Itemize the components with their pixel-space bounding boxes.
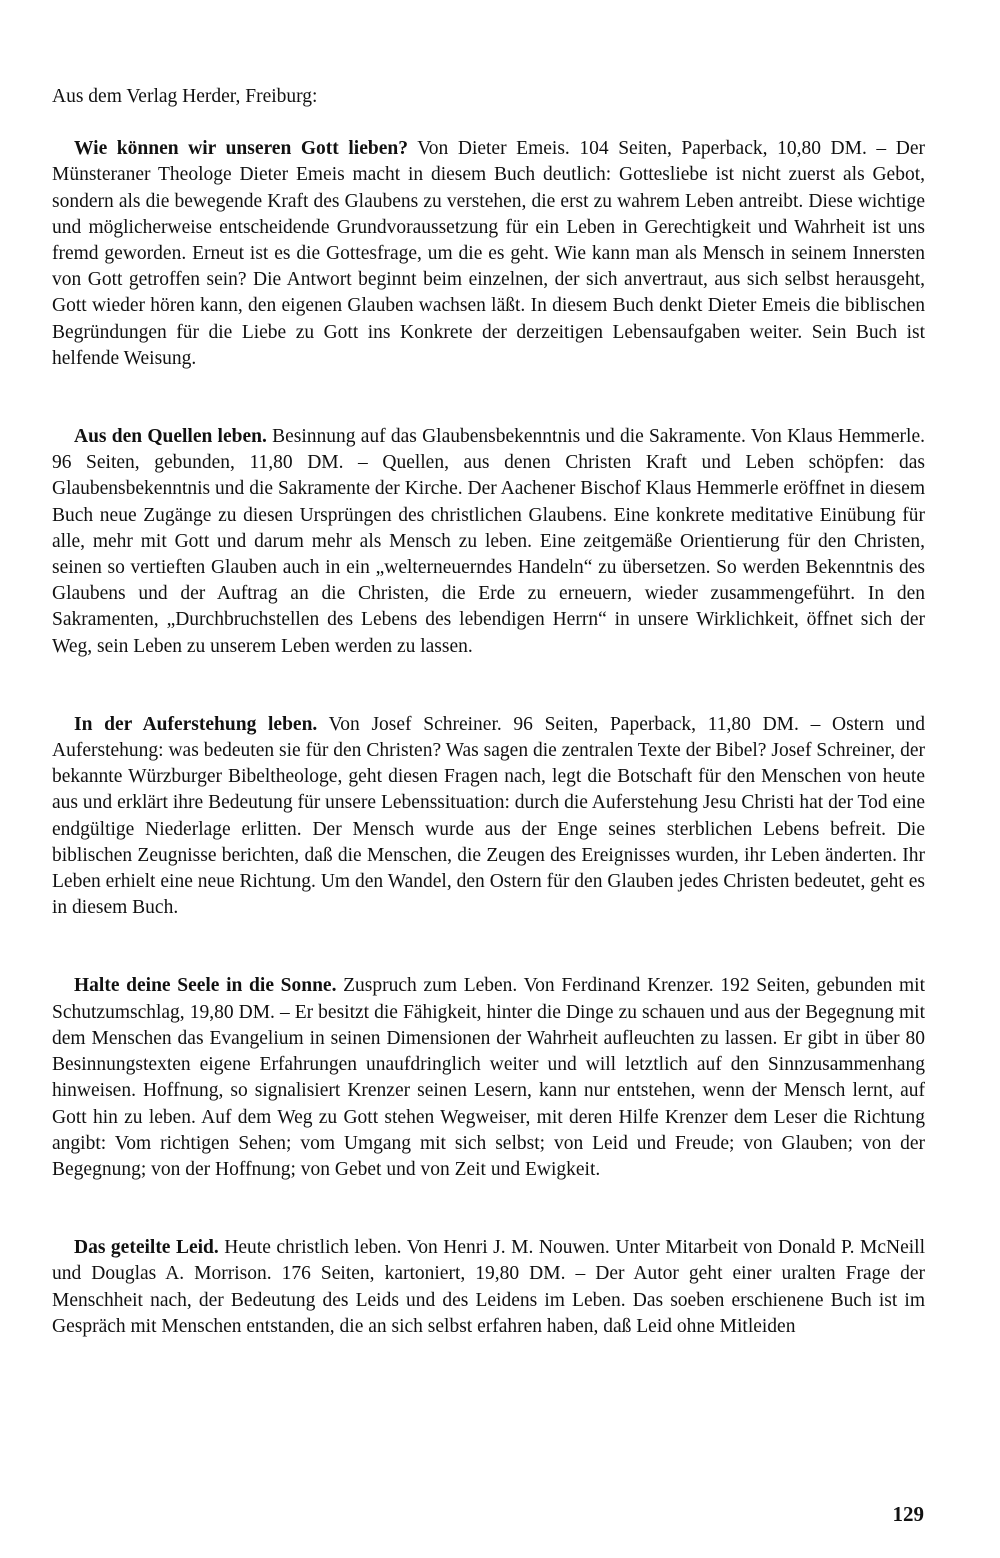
book-entry-5	[52, 1235, 925, 1340]
book-title: Das geteilte Leid.	[74, 1237, 219, 1259]
book-description: Zuspruch zum Leben. Von Ferdinand Krenzer. 192 Seiten, gebunden mit Schutzumschlag, 19,80 DM. – Er besitzt die Fähigkeit, hinter die Dinge zu schauen und aus der Begegnung mit dem Menschen das Evangelium in seinen Dimensionen der Wahrheit aufleuchten zu lassen. Er gibt in über 80 Besinnungstexten eigene Erfahrungen unaufdringlich weiter und will letztlich auf den Sinnzusammenhang hinweisen. Hoffnung, so signalisiert Krenzer seinen Lesern, kann nur entstehen, wenn der Mensch lernt, auf Gott hin zu leben. Auf dem Weg zu Gott stehen Wegweiser, mit deren Hilfe Krenzer dem Leser die Richtung angibt: Vom richtigen Sehen; vom Umgang mit sich selbst; von Leid und Freude; von Glauben; von der Begegnung; von der Hoffnung; von Gebet und von Zeit und Ewigkeit.	[52, 975, 926, 1180]
book-entry-1	[52, 136, 925, 372]
book-entry-2	[52, 424, 925, 660]
book-title: In der Auferstehung leben.	[74, 713, 318, 735]
book-title: Halte deine Seele in die Sonne.	[74, 975, 337, 997]
book-title: Wie können wir unseren Gott lieben?	[74, 138, 408, 160]
book-title: Aus den Quellen leben.	[74, 426, 267, 448]
book-description: Von Dieter Emeis. 104 Seiten, Paperback, 10,80 DM. – Der Münsteraner Theologe Dieter Emeis macht in diesem Buch deutlich: Gottesliebe ist nicht zuerst als Gebot, sondern als die bewegende Kraft des Glaubens zu verstehen, die erst zu wahrem Leben antreibt. Diese wichtige und möglicherweise entscheidende Grundvoraussetzung für ein Leben in Gerechtigkeit und Wahrheit ist uns fremd geworden. Erneut ist es die Gottesfrage, um die es geht. Wie kann man als Mensch in seinem Innersten von Gott getroffen sein? Die Antwort beginnt beim einzelnen, der sich anvertraut, aus sich selbst herausgeht, Gott wieder hören kann, den eigenen Glauben wachsen läßt. In diesem Buch denkt Dieter Emeis die biblischen Begründungen für die Liebe zu Gott ins Konkrete der derzeitigen Lebensaufgaben weiter. Sein Buch ist helfende Weisung.	[52, 138, 925, 369]
book-description: Heute christlich leben. Von Henri J. M. Nouwen. Unter Mitarbeit von Donald P. McNeill und Douglas A. Morrison. 176 Seiten, kartoniert, 19,80 DM. – Der Autor geht einer uralten Frage der Menschheit nach, der Bedeutung des Leids und des Leidens im Leben. Das soeben erschienene Buch ist im Gespräch mit Menschen entstanden, die an sich selbst erfahren haben, daß Leid ohne Mitleiden	[52, 1237, 926, 1337]
publisher-line: Aus dem Verlag Herder, Freiburg:	[52, 86, 318, 107]
page-number: 129	[892, 1502, 924, 1526]
book-description: Von Josef Schreiner. 96 Seiten, Paperback, 11,80 DM. – Ostern und Auferstehung: was bedeuten sie für den Christen? Was sagen die zentralen Texte der Bibel? Josef Schreiner, der bekannte Würzburger Bibeltheologe, geht diesen Fragen nach, legt die Botschaft für den Menschen von heute aus und erklärt ihre Bedeutung für unsere Lebenssituation: durch die Auferstehung Jesu Christi hat der Tod eine endgültige Niederlage erlitten. Der Mensch wurde aus der Enge seines sterblichen Lebens befreit. Die biblischen Zeugnisse berichten, daß die Menschen, die Zeugen des Ereignisses wurden, ihr Leben änderten. Ihr Leben erhielt eine neue Richtung. Um den Wandel, den Ostern für den Glauben jedes Christen bedeutet, geht es in diesem Buch.	[52, 713, 925, 919]
page-body	[52, 84, 925, 1340]
book-entry-3	[52, 712, 925, 922]
book-entry-4	[52, 973, 925, 1183]
book-description: Besinnung auf das Glaubensbekenntnis und die Sakramente. Von Klaus Hemmerle. 96 Seiten, gebunden, 11,80 DM. – Quellen, aus denen Christen Kraft und Leben schöpfen: das Glaubensbekenntnis und die Sakramente der Kirche. Der Aachener Bischof Klaus Hemmerle eröffnet in diesem Buch neue Zugänge zu diesen Ursprüngen des christlichen Glaubens. Eine konkrete meditative Einübung für alle, mehr mit Gott und darum mehr als Mensch zu leben. Eine zeitgemäße Orientierung für den Christen, seinen so vertieften Glauben auch in ein „welterneuerndes Handeln“ zu übersetzen. So werden Bekenntnis des Glaubens und der Auftrag an die Christen, die Erde zu erneuern, wieder zusammengeführt. In den Sakramenten, „Durchbruchstellen des Lebens des lebendigen Herrn“ in unsere Wirklichkeit, öffnet sich der Weg, sein Leben zu unserem Leben werden zu lassen.	[52, 426, 925, 657]
